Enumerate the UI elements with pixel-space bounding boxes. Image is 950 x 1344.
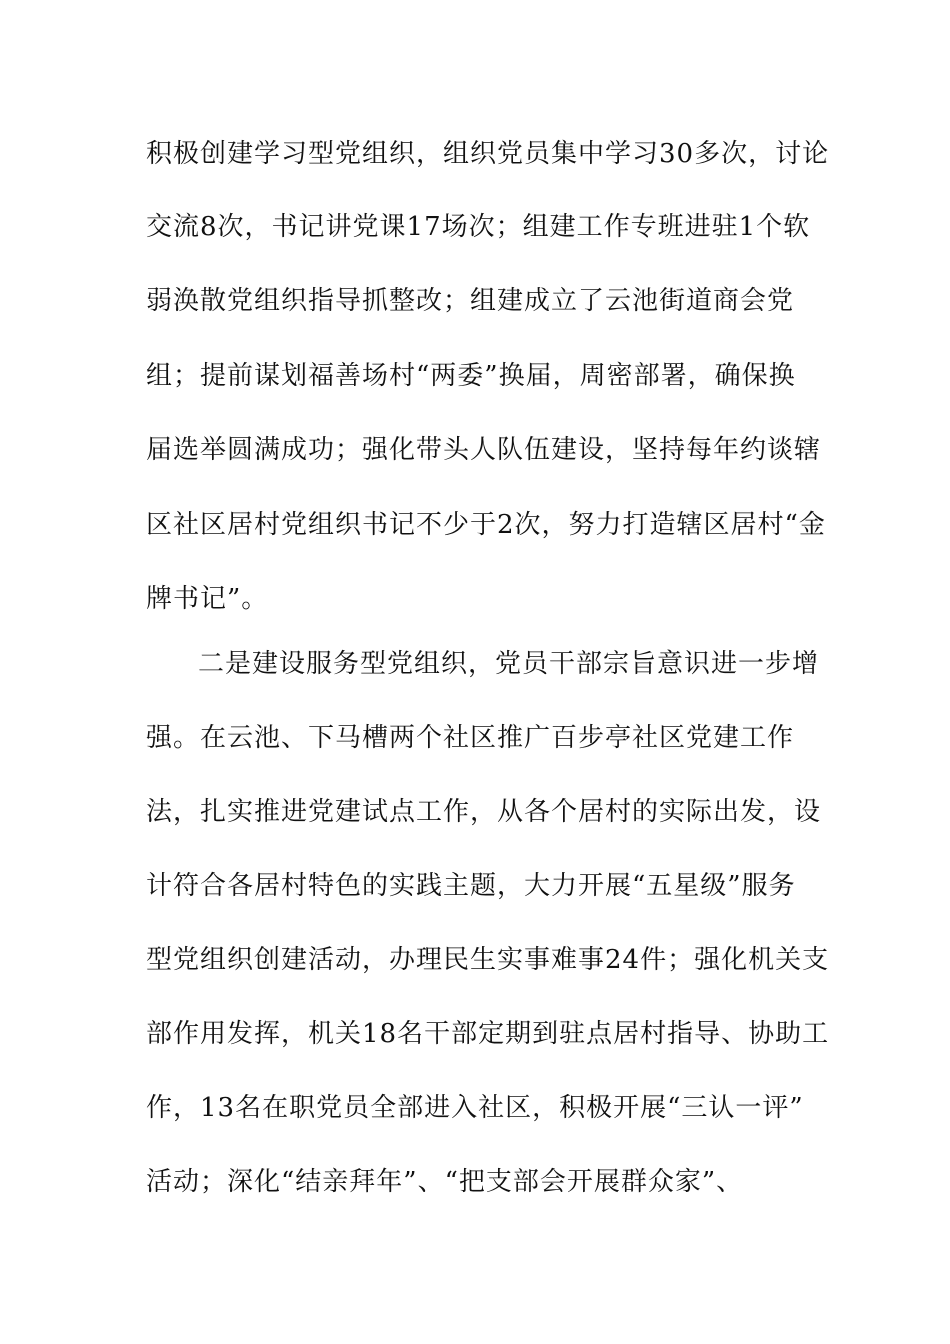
text-line-6: 区社区居村党组织书记不少于2次，努力打造辖区居村“金 <box>146 510 826 540</box>
text-line-5: 届选举圆满成功；强化带头人队伍建设，坚持每年约谈辖 <box>146 435 822 465</box>
text-line-10: 法，扎实推进党建试点工作，从各个居村的实际出发，设 <box>146 797 822 827</box>
paragraph-2-first-line: 二是建设服务型党组织，党员干部宗旨意识进一步增 <box>198 649 820 679</box>
text-line-2: 交流8次，书记讲党课17场次；组建工作专班进驻1个软 <box>146 212 811 242</box>
text-line-4: 组；提前谋划福善场村“两委”换届，周密部署，确保换 <box>146 361 796 391</box>
text-line-11: 计符合各居村特色的实践主题，大力开展“五星级”服务 <box>146 871 796 901</box>
text-line-9: 强。在云池、下马槽两个社区推广百步亭社区党建工作 <box>146 723 795 753</box>
text-line-13: 部作用发挥，机关18名干部定期到驻点居村指导、协助工 <box>146 1019 830 1049</box>
text-line-7: 牌书记”。 <box>146 584 269 614</box>
text-line-15: 活动；深化“结亲拜年”、“把支部会开展群众家”、 <box>146 1167 744 1197</box>
text-line-1: 积极创建学习型党组织，组织党员集中学习30多次，讨论 <box>146 139 830 169</box>
text-line-3: 弱涣散党组织指导抓整改；组建成立了云池街道商会党 <box>146 286 795 316</box>
text-line-14: 作，13名在职党员全部进入社区，积极开展“三认一评” <box>146 1093 804 1123</box>
text-line-12: 型党组织创建活动，办理民生实事难事24件；强化机关支 <box>146 945 830 975</box>
